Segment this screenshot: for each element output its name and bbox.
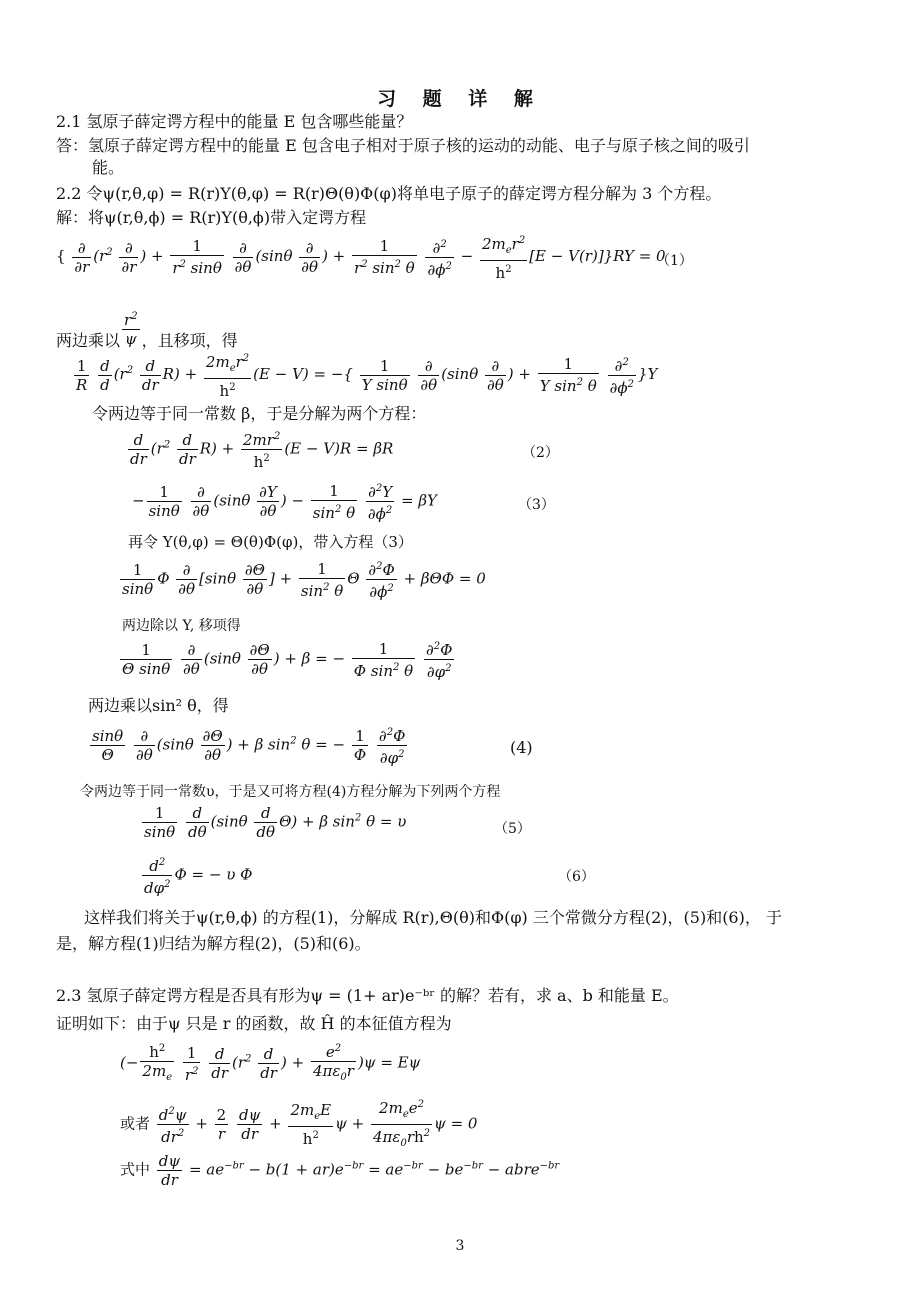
- equation-6: $\frac{d^2}{d\varphi^2}$ Φ = − υ Φ: [140, 854, 252, 897]
- theta-phi-equation: $\frac{1}{\sin\theta}$ Φ $\frac{\partial}{\partial\theta}$ [sinθ $\frac{\partial\Theta}{\partial\theta}$ ] + $\frac{1}{\sin^2 \theta}$ Θ $\frac{\partial^2\Phi}{\partial\phi^2}$ + βΘΦ = 0: [122, 559, 486, 601]
- hamiltonian-equation: (− $\frac{h^2}{2m_e}$ $\frac{1}{r^2}$ $\frac{d}{dr}$ ($r^2$ $\frac{d}{dr}$ ) + $\frac{e^2}{4\pi\varepsilon_0r}$ )ψ = Eψ: [120, 1040, 420, 1087]
- answer-2-1-line1: 答：氢原子薛定谔方程中的能量 E 包含电子相对于原子核的运动的动能、电子与原子核之间的吸引: [56, 136, 750, 155]
- equation-3-number: （3）: [518, 497, 555, 513]
- constant-upsilon-text: 令两边等于同一常数υ，于是又可将方程(4)方程分解为下列两个方程: [80, 784, 501, 800]
- equation-3: − $\frac{1}{\sin\theta}$ $\frac{\partial}{\partial\theta}$ (sinθ $\frac{\partial Y}{\partial\theta}$ ) − $\frac{1}{\sin^2 \theta}$ $\frac{\partial^2Y}{\partial\phi^2}$ = βY: [132, 481, 437, 523]
- divide-Y-text: 两边除以 Y, 移项得: [122, 618, 241, 634]
- multiply-text: 两边乘以 $\frac{r^2}{\psi}$ ，且移项，得: [56, 322, 238, 362]
- answer-2-1-line2: 能。: [92, 158, 125, 177]
- equation-5: $\frac{1}{\sin\theta}$ $\frac{d}{d\theta}$ (sinθ $\frac{d}{d\theta}$ Θ) + β $\sin^2 \theta = \upsilon$: [144, 804, 407, 841]
- solution-intro: 解：将ψ(r,θ,ϕ) = R(r)Y(θ,ϕ)带入定谔方程: [56, 208, 367, 227]
- question-2-2: 2.2 令ψ(r,θ,φ) = R(r)Y(θ,φ) = R(r)Θ(θ)Φ(φ)将单电子原子的薛定谔方程分解为 3 个方程。: [56, 184, 722, 203]
- summary-line1: 这样我们将关于ψ(r,θ,ϕ) 的方程(1)，分解成 R(r),Θ(θ)和Φ(φ) 三个常微分方程(2)，(5)和(6)， 于: [84, 908, 782, 927]
- proof-intro: 证明如下：由于ψ 只是 r 的函数，故 Ĥ 的本征值方程为: [56, 1014, 452, 1033]
- page-title: 习 题 详 解: [377, 88, 543, 110]
- equation-1-number: （1）: [656, 253, 693, 269]
- where-label: 式中: [120, 1160, 151, 1179]
- derivative-equation: 式中 $\frac{d\psi}{dr}$ = $ae^{-br} - b(1 + ar)e^{-br} = ae^{-br} - be^{-br}$ − abre$^{-br}$: [120, 1152, 560, 1189]
- multiply-sin-text: 两边乘以sin² θ，得: [88, 696, 229, 715]
- equation-4: $\frac{\sin\theta}{\Theta}$ $\frac{\partial}{\partial\theta}$ (sinθ $\frac{\partial\Theta}{\partial\theta}$ ) + β $\sin^2 \theta$ = − $\frac{1}{\Phi}$ $\frac{\partial^2\Phi}{\partial\varphi^2}$: [88, 724, 409, 767]
- constant-beta-text: 令两边等于同一常数 β，于是分解为两个方程：: [92, 404, 427, 423]
- page-number: 3: [455, 1238, 465, 1254]
- let-Y-text: 再令 Y(θ,φ) = Θ(θ)Φ(φ)，带入方程（3）: [128, 533, 413, 551]
- question-2-3: 2.3 氢原子薛定谔方程是否具有形为ψ = (1+ ar)e⁻ᵇʳ 的解？若有，求 a、b 和能量 E。: [56, 986, 679, 1005]
- equation-2-number: （2）: [522, 445, 559, 461]
- equation-6-number: （6）: [558, 869, 595, 885]
- equation-2: $\frac{d}{dr}$ ($r^2$ $\frac{d}{dr}$ R) + $\frac{2mr^2}{h^2}$ (E − V)R = βR: [126, 428, 393, 471]
- equation-4-number: (4): [510, 738, 533, 757]
- summary-line2: 是，解方程(1)归结为解方程(2)，(5)和(6)。: [56, 934, 371, 953]
- or-label: 或者: [120, 1114, 151, 1133]
- separated-equation: $\frac{1}{R}$ $\frac{d}{d}$ ($r^2$ $\frac{d}{dr}$ R) + $\frac{2m_er^2}{h^2}$ (E − V) = −{ $\frac{1}{\text{Y sinθ}}$ $\frac{\partial}{\partial\theta}$ (sinθ $\frac{\partial}{\partial\theta}$ ) + $\frac{1}{Y \sin^2 \theta}$ $\frac{\partial^2}{\partial\phi^2}$ }Y: [72, 350, 657, 400]
- equation-1: { $\frac{\partial}{\partial r}$ ($r^2$ $\frac{\partial}{\partial r}$ ) + $\frac{1}{r^2 \sin\theta}$ $\frac{\partial}{\partial\theta}$ (sinθ $\frac{\partial}{\partial\theta}$ ) + $\frac{1}{r^2 \sin^2 \theta}$ $\frac{\partial^2}{\partial\phi^2}$ − $\frac{2m_er^2}{h^2}$ [E − V(r)]}RY = 0: [56, 232, 666, 282]
- equation-5-number: （5）: [494, 821, 531, 837]
- question-2-1: 2.1 氢原子薛定谔方程中的能量 E 包含哪些能量？: [56, 112, 413, 131]
- radial-equation: 或者 $\frac{d^2\psi}{dr^2}$ + $\frac{2}{r}$ $\frac{d\psi}{dr}$ + $\frac{2m_eE}{h^2}$ ψ + $\frac{2m_ee^2}{4\pi\varepsilon_0rh^2}$ ψ = 0: [120, 1096, 477, 1153]
- divided-equation: $\frac{1}{\text{Θ sinθ}}$ $\frac{\partial}{\partial\theta}$ (sinθ $\frac{\partial\Theta}{\partial\theta}$ ) + β = − $\frac{1}{\Phi \sin^2 \theta}$ $\frac{\partial^2\Phi}{\partial\varphi^2}$: [122, 639, 453, 681]
